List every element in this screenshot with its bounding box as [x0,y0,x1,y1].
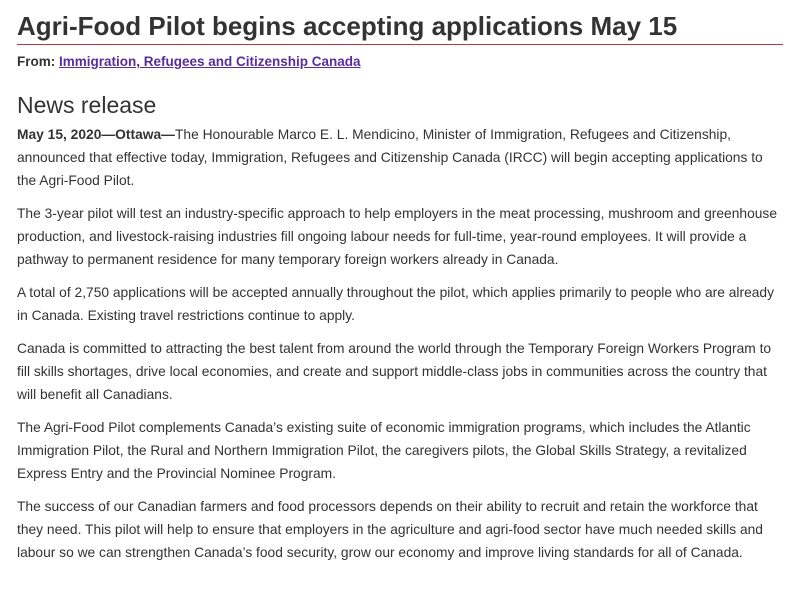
from-label: From: [17,54,56,69]
from-line [17,54,783,69]
section-heading: News release [17,92,157,118]
page-title: Agri-Food Pilot begins accepting applications May 15 [17,0,783,45]
paragraph-2: The 3-year pilot will test an industry-specific approach to help employers in the meat processing, mushroom and greenhouse production, and livestock-raising industries fill ongoing labour needs for full-time, year-round employees. It will provide a pathway to permanent residence for many temporary foreign workers already in Canada. [17,206,777,267]
department-link[interactable]: Immigration, Refugees and Citizenship Canada [59,54,361,69]
paragraph-3: A total of 2,750 applications will be accepted annually throughout the pilot, which applies primarily to people who are already in Canada. Existing travel restrictions continue to apply. [17,285,774,323]
paragraph-5: The Agri-Food Pilot complements Canada’s existing suite of economic immigration programs, which includes the Atlantic Immigration Pilot, the Rural and Northern Immigration Pilot, the caregivers pilots, the Global Skills Strategy, a revitalized Express Entry and the Provincial Nominee Program. [17,420,751,481]
paragraph-4: Canada is committed to attracting the best talent from around the world through the Temporary Foreign Workers Program to fill skills shortages, drive local economies, and create and support middle-class jobs in communities across the country that will benefit all Canadians. [17,341,772,402]
news-article [17,0,783,564]
paragraph-6: The success of our Canadian farmers and food processors depends on their ability to recruit and retain the workforce that they need. This pilot will help to ensure that employers in the agriculture and agri-food sector have much needed skills and labour so we can strengthen Canada’s food security, grow our economy and improve living standards for all of Canada. [17,499,763,560]
paragraph-1 [17,123,783,192]
dateline: May 15, 2020—Ottawa— [17,127,175,142]
paragraph-1-text: The Honourable Marco E. L. Mendicino, Minister of Immigration, Refugees and Citizenship, announced that effective today, Immigration, Refugees and Citizenship Canada (IRCC) will begin accepting applications to the Agri-Food Pilot. [17,127,763,188]
